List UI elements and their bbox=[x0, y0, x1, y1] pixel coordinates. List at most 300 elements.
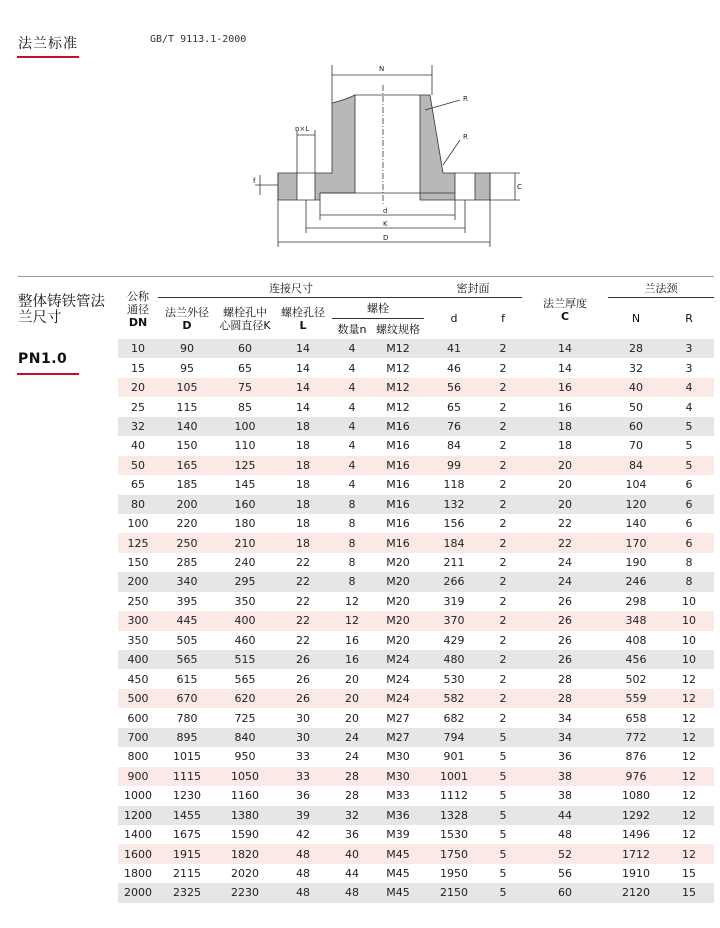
cell-seal-d: 56 bbox=[424, 378, 484, 397]
cell-neck-n: 170 bbox=[608, 533, 664, 552]
cell-neck-n: 1292 bbox=[608, 806, 664, 825]
cell-pcd: 210 bbox=[216, 533, 274, 552]
cell-thickness: 26 bbox=[522, 650, 608, 669]
cell-pcd: 100 bbox=[216, 417, 274, 436]
cell-seal-d: 156 bbox=[424, 514, 484, 533]
table-body bbox=[118, 339, 714, 903]
cell-dn: 20 bbox=[118, 378, 158, 397]
cell-neck-n: 1080 bbox=[608, 786, 664, 805]
cell-bolt-thread: M20 bbox=[372, 611, 424, 630]
cell-neck-r: 12 bbox=[664, 669, 714, 688]
table-row bbox=[118, 728, 714, 747]
cell-hole: 30 bbox=[274, 708, 332, 727]
cell-outer-d: 615 bbox=[158, 669, 216, 688]
cell-pcd: 515 bbox=[216, 650, 274, 669]
cell-hole: 22 bbox=[274, 631, 332, 650]
cell-thickness: 56 bbox=[522, 864, 608, 883]
cell-outer-d: 1115 bbox=[158, 767, 216, 786]
cell-outer-d: 780 bbox=[158, 708, 216, 727]
section-title: 法兰标准 bbox=[18, 36, 78, 52]
cell-neck-n: 876 bbox=[608, 747, 664, 766]
cell-outer-d: 1675 bbox=[158, 825, 216, 844]
cell-dn: 150 bbox=[118, 553, 158, 572]
cell-neck-r: 3 bbox=[664, 358, 714, 377]
cell-outer-d: 505 bbox=[158, 631, 216, 650]
cell-bolt-qty: 12 bbox=[332, 592, 372, 611]
cell-seal-d: 1530 bbox=[424, 825, 484, 844]
cell-hole: 14 bbox=[274, 339, 332, 358]
cell-outer-d: 90 bbox=[158, 339, 216, 358]
cell-seal-f: 5 bbox=[484, 844, 522, 863]
cell-bolt-thread: M16 bbox=[372, 514, 424, 533]
cell-pcd: 180 bbox=[216, 514, 274, 533]
cell-neck-r: 12 bbox=[664, 825, 714, 844]
cell-bolt-thread: M16 bbox=[372, 456, 424, 475]
cell-hole: 14 bbox=[274, 378, 332, 397]
cell-pcd: 1380 bbox=[216, 806, 274, 825]
cell-dn: 300 bbox=[118, 611, 158, 630]
col-neck-r-header: R bbox=[685, 312, 693, 325]
cell-neck-n: 70 bbox=[608, 436, 664, 455]
cell-seal-f: 2 bbox=[484, 436, 522, 455]
cell-dn: 250 bbox=[118, 592, 158, 611]
cell-dn: 1200 bbox=[118, 806, 158, 825]
cell-neck-n: 190 bbox=[608, 553, 664, 572]
cell-seal-f: 2 bbox=[484, 358, 522, 377]
cell-seal-d: 319 bbox=[424, 592, 484, 611]
cell-pcd: 400 bbox=[216, 611, 274, 630]
cell-seal-d: 99 bbox=[424, 456, 484, 475]
cell-hole: 33 bbox=[274, 767, 332, 786]
col-seal-d-header: d bbox=[450, 312, 458, 325]
cell-bolt-qty: 12 bbox=[332, 611, 372, 630]
cell-bolt-thread: M12 bbox=[372, 339, 424, 358]
group-bolt: 螺栓 bbox=[332, 298, 424, 319]
cell-neck-r: 10 bbox=[664, 631, 714, 650]
cell-seal-d: 1001 bbox=[424, 767, 484, 786]
cell-outer-d: 445 bbox=[158, 611, 216, 630]
cell-bolt-qty: 4 bbox=[332, 475, 372, 494]
col-hole-header: 螺栓孔径 L bbox=[281, 305, 325, 332]
cell-thickness: 26 bbox=[522, 631, 608, 650]
cell-hole: 33 bbox=[274, 747, 332, 766]
cell-neck-r: 12 bbox=[664, 806, 714, 825]
cell-thickness: 44 bbox=[522, 806, 608, 825]
cell-seal-f: 5 bbox=[484, 747, 522, 766]
cell-outer-d: 105 bbox=[158, 378, 216, 397]
cell-neck-r: 10 bbox=[664, 592, 714, 611]
cell-seal-d: 211 bbox=[424, 553, 484, 572]
dim-f: f bbox=[253, 177, 256, 185]
table-row bbox=[118, 631, 714, 650]
cell-bolt-thread: M30 bbox=[372, 747, 424, 766]
cell-hole: 42 bbox=[274, 825, 332, 844]
cell-dn: 15 bbox=[118, 358, 158, 377]
cell-bolt-thread: M16 bbox=[372, 436, 424, 455]
cell-seal-d: 682 bbox=[424, 708, 484, 727]
cell-seal-d: 41 bbox=[424, 339, 484, 358]
cell-pcd: 1590 bbox=[216, 825, 274, 844]
col-seal-f-header: f bbox=[501, 312, 505, 325]
cell-thickness: 18 bbox=[522, 436, 608, 455]
cell-seal-d: 1950 bbox=[424, 864, 484, 883]
cell-seal-f: 2 bbox=[484, 533, 522, 552]
cell-pcd: 565 bbox=[216, 669, 274, 688]
standard-code: GB/T 9113.1-2000 bbox=[150, 34, 247, 45]
col-pcd-header: 螺栓孔中 心圆直径K bbox=[219, 305, 271, 332]
cell-neck-n: 772 bbox=[608, 728, 664, 747]
cell-seal-f: 2 bbox=[484, 689, 522, 708]
cell-pcd: 950 bbox=[216, 747, 274, 766]
cell-bolt-thread: M20 bbox=[372, 572, 424, 591]
cell-bolt-qty: 24 bbox=[332, 728, 372, 747]
cell-seal-f: 2 bbox=[484, 708, 522, 727]
cell-hole: 22 bbox=[274, 553, 332, 572]
cell-pcd: 840 bbox=[216, 728, 274, 747]
cell-neck-n: 976 bbox=[608, 767, 664, 786]
cell-neck-r: 5 bbox=[664, 456, 714, 475]
cell-bolt-qty: 48 bbox=[332, 883, 372, 902]
cell-neck-r: 12 bbox=[664, 708, 714, 727]
cell-pcd: 160 bbox=[216, 495, 274, 514]
cell-thickness: 28 bbox=[522, 689, 608, 708]
cell-outer-d: 670 bbox=[158, 689, 216, 708]
cell-seal-f: 2 bbox=[484, 417, 522, 436]
cell-thickness: 52 bbox=[522, 844, 608, 863]
pressure-underline bbox=[17, 373, 79, 375]
cell-bolt-thread: M27 bbox=[372, 728, 424, 747]
cell-hole: 48 bbox=[274, 883, 332, 902]
cell-bolt-qty: 4 bbox=[332, 436, 372, 455]
cell-outer-d: 200 bbox=[158, 495, 216, 514]
cell-outer-d: 395 bbox=[158, 592, 216, 611]
cell-pcd: 460 bbox=[216, 631, 274, 650]
cell-outer-d: 220 bbox=[158, 514, 216, 533]
table-row bbox=[118, 689, 714, 708]
cell-bolt-qty: 36 bbox=[332, 825, 372, 844]
cell-outer-d: 2325 bbox=[158, 883, 216, 902]
cell-thickness: 38 bbox=[522, 767, 608, 786]
dim-n: N bbox=[379, 65, 385, 73]
cell-seal-d: 429 bbox=[424, 631, 484, 650]
cell-seal-f: 2 bbox=[484, 572, 522, 591]
cell-pcd: 2230 bbox=[216, 883, 274, 902]
cell-hole: 26 bbox=[274, 669, 332, 688]
cell-seal-d: 76 bbox=[424, 417, 484, 436]
cell-neck-r: 12 bbox=[664, 747, 714, 766]
col-thickness-header: 法兰厚度 C bbox=[543, 296, 588, 323]
cell-bolt-thread: M12 bbox=[372, 397, 424, 416]
cell-bolt-qty: 28 bbox=[332, 767, 372, 786]
cell-dn: 65 bbox=[118, 475, 158, 494]
cell-dn: 900 bbox=[118, 767, 158, 786]
cell-dn: 200 bbox=[118, 572, 158, 591]
cell-seal-d: 266 bbox=[424, 572, 484, 591]
cell-pcd: 1050 bbox=[216, 767, 274, 786]
cell-pcd: 1820 bbox=[216, 844, 274, 863]
cell-bolt-qty: 32 bbox=[332, 806, 372, 825]
cell-bolt-qty: 4 bbox=[332, 378, 372, 397]
cell-bolt-qty: 20 bbox=[332, 669, 372, 688]
cell-neck-n: 1496 bbox=[608, 825, 664, 844]
cell-hole: 18 bbox=[274, 475, 332, 494]
cell-neck-r: 12 bbox=[664, 689, 714, 708]
cell-seal-d: 2150 bbox=[424, 883, 484, 902]
cell-seal-d: 46 bbox=[424, 358, 484, 377]
cell-dn: 50 bbox=[118, 456, 158, 475]
cell-dn: 1400 bbox=[118, 825, 158, 844]
cell-neck-r: 10 bbox=[664, 611, 714, 630]
cell-bolt-thread: M24 bbox=[372, 650, 424, 669]
cell-bolt-thread: M16 bbox=[372, 495, 424, 514]
cell-neck-n: 60 bbox=[608, 417, 664, 436]
cell-thickness: 28 bbox=[522, 669, 608, 688]
group-neck: 兰法颈 bbox=[608, 280, 714, 298]
cell-thickness: 20 bbox=[522, 475, 608, 494]
cell-bolt-qty: 20 bbox=[332, 708, 372, 727]
table-row bbox=[118, 397, 714, 416]
table-row bbox=[118, 708, 714, 727]
cell-dn: 100 bbox=[118, 514, 158, 533]
cell-pcd: 295 bbox=[216, 572, 274, 591]
cell-hole: 36 bbox=[274, 786, 332, 805]
cell-pcd: 1160 bbox=[216, 786, 274, 805]
cell-pcd: 85 bbox=[216, 397, 274, 416]
cell-bolt-thread: M27 bbox=[372, 708, 424, 727]
cell-seal-f: 2 bbox=[484, 495, 522, 514]
cell-bolt-qty: 8 bbox=[332, 495, 372, 514]
cell-bolt-thread: M20 bbox=[372, 553, 424, 572]
table-row bbox=[118, 553, 714, 572]
table-row bbox=[118, 378, 714, 397]
cell-dn: 2000 bbox=[118, 883, 158, 902]
title-underline bbox=[17, 56, 79, 58]
cell-bolt-qty: 16 bbox=[332, 650, 372, 669]
cell-neck-r: 6 bbox=[664, 495, 714, 514]
cell-hole: 48 bbox=[274, 844, 332, 863]
cell-hole: 26 bbox=[274, 650, 332, 669]
table-row bbox=[118, 495, 714, 514]
cell-neck-r: 4 bbox=[664, 397, 714, 416]
cell-seal-d: 184 bbox=[424, 533, 484, 552]
cell-neck-r: 8 bbox=[664, 553, 714, 572]
table-row bbox=[118, 650, 714, 669]
cell-bolt-qty: 8 bbox=[332, 553, 372, 572]
table-row bbox=[118, 864, 714, 883]
cell-bolt-thread: M36 bbox=[372, 806, 424, 825]
cell-thickness: 24 bbox=[522, 572, 608, 591]
cell-neck-r: 12 bbox=[664, 767, 714, 786]
cell-neck-n: 559 bbox=[608, 689, 664, 708]
cell-outer-d: 95 bbox=[158, 358, 216, 377]
cell-pcd: 2020 bbox=[216, 864, 274, 883]
cell-pcd: 125 bbox=[216, 456, 274, 475]
cell-dn: 1600 bbox=[118, 844, 158, 863]
cell-neck-r: 12 bbox=[664, 786, 714, 805]
table-row bbox=[118, 475, 714, 494]
cell-seal-d: 530 bbox=[424, 669, 484, 688]
cell-bolt-thread: M12 bbox=[372, 378, 424, 397]
cell-outer-d: 1455 bbox=[158, 806, 216, 825]
cell-dn: 125 bbox=[118, 533, 158, 552]
cell-seal-d: 1112 bbox=[424, 786, 484, 805]
cell-neck-r: 6 bbox=[664, 533, 714, 552]
cell-neck-r: 10 bbox=[664, 650, 714, 669]
cell-thickness: 20 bbox=[522, 456, 608, 475]
cell-thickness: 34 bbox=[522, 708, 608, 727]
table-row bbox=[118, 767, 714, 786]
cell-pcd: 620 bbox=[216, 689, 274, 708]
cell-thickness: 34 bbox=[522, 728, 608, 747]
cell-hole: 18 bbox=[274, 456, 332, 475]
cell-seal-f: 5 bbox=[484, 728, 522, 747]
table-top-rule bbox=[18, 276, 714, 277]
cell-bolt-qty: 4 bbox=[332, 456, 372, 475]
cell-seal-f: 2 bbox=[484, 397, 522, 416]
col-bolt-thread-header: 螺纹规格 bbox=[376, 322, 420, 336]
flange-dimension-table bbox=[118, 280, 714, 903]
cell-thickness: 20 bbox=[522, 495, 608, 514]
cell-seal-d: 794 bbox=[424, 728, 484, 747]
cell-neck-n: 50 bbox=[608, 397, 664, 416]
cell-seal-d: 65 bbox=[424, 397, 484, 416]
cell-dn: 1000 bbox=[118, 786, 158, 805]
col-bolt-qty-header: 数量n bbox=[337, 322, 367, 336]
cell-neck-n: 104 bbox=[608, 475, 664, 494]
cell-seal-f: 5 bbox=[484, 786, 522, 805]
cell-dn: 32 bbox=[118, 417, 158, 436]
cell-outer-d: 340 bbox=[158, 572, 216, 591]
cell-pcd: 725 bbox=[216, 708, 274, 727]
cell-seal-d: 370 bbox=[424, 611, 484, 630]
cell-seal-f: 5 bbox=[484, 825, 522, 844]
cell-pcd: 65 bbox=[216, 358, 274, 377]
cell-seal-f: 2 bbox=[484, 611, 522, 630]
table-row bbox=[118, 806, 714, 825]
table-row bbox=[118, 883, 714, 902]
cell-bolt-qty: 40 bbox=[332, 844, 372, 863]
cell-pcd: 145 bbox=[216, 475, 274, 494]
cell-bolt-thread: M30 bbox=[372, 767, 424, 786]
cell-bolt-qty: 4 bbox=[332, 358, 372, 377]
cell-bolt-thread: M45 bbox=[372, 883, 424, 902]
col-outer-d-header: 法兰外径 D bbox=[165, 305, 209, 332]
cell-hole: 14 bbox=[274, 358, 332, 377]
table-row bbox=[118, 514, 714, 533]
pressure-class: PN1.0 bbox=[18, 351, 68, 367]
cell-neck-n: 1712 bbox=[608, 844, 664, 863]
cell-bolt-qty: 4 bbox=[332, 417, 372, 436]
dim-nl: n×L bbox=[295, 125, 310, 133]
group-sealing: 密封面 bbox=[424, 280, 522, 298]
cell-bolt-thread: M20 bbox=[372, 592, 424, 611]
cell-seal-f: 2 bbox=[484, 553, 522, 572]
table-row bbox=[118, 611, 714, 630]
cell-thickness: 16 bbox=[522, 378, 608, 397]
cell-outer-d: 115 bbox=[158, 397, 216, 416]
cell-dn: 80 bbox=[118, 495, 158, 514]
cell-seal-f: 5 bbox=[484, 767, 522, 786]
cell-thickness: 24 bbox=[522, 553, 608, 572]
cell-thickness: 38 bbox=[522, 786, 608, 805]
cell-outer-d: 895 bbox=[158, 728, 216, 747]
cell-dn: 10 bbox=[118, 339, 158, 358]
cell-thickness: 36 bbox=[522, 747, 608, 766]
cell-thickness: 22 bbox=[522, 514, 608, 533]
cell-bolt-thread: M24 bbox=[372, 689, 424, 708]
cell-neck-n: 246 bbox=[608, 572, 664, 591]
cell-seal-d: 84 bbox=[424, 436, 484, 455]
cell-seal-f: 5 bbox=[484, 883, 522, 902]
dim-r-top: R bbox=[463, 95, 468, 103]
cell-neck-n: 1910 bbox=[608, 864, 664, 883]
cell-neck-n: 120 bbox=[608, 495, 664, 514]
cell-neck-n: 456 bbox=[608, 650, 664, 669]
cell-hole: 48 bbox=[274, 864, 332, 883]
cell-dn: 800 bbox=[118, 747, 158, 766]
cell-pcd: 60 bbox=[216, 339, 274, 358]
dim-k: K bbox=[383, 220, 388, 228]
table-row bbox=[118, 533, 714, 552]
cell-bolt-qty: 4 bbox=[332, 339, 372, 358]
table-row bbox=[118, 339, 714, 358]
cell-neck-r: 15 bbox=[664, 864, 714, 883]
cell-bolt-qty: 20 bbox=[332, 689, 372, 708]
table-row bbox=[118, 669, 714, 688]
table-row bbox=[118, 572, 714, 591]
cell-neck-r: 12 bbox=[664, 728, 714, 747]
cell-pcd: 75 bbox=[216, 378, 274, 397]
cell-neck-n: 2120 bbox=[608, 883, 664, 902]
cell-seal-f: 5 bbox=[484, 806, 522, 825]
cell-neck-n: 348 bbox=[608, 611, 664, 630]
cell-neck-n: 28 bbox=[608, 339, 664, 358]
cell-neck-r: 5 bbox=[664, 436, 714, 455]
cell-neck-r: 6 bbox=[664, 514, 714, 533]
cell-bolt-qty: 44 bbox=[332, 864, 372, 883]
cell-neck-r: 4 bbox=[664, 378, 714, 397]
cell-dn: 350 bbox=[118, 631, 158, 650]
cell-bolt-qty: 8 bbox=[332, 514, 372, 533]
cell-thickness: 14 bbox=[522, 339, 608, 358]
cell-seal-f: 2 bbox=[484, 592, 522, 611]
cell-seal-d: 901 bbox=[424, 747, 484, 766]
cell-neck-n: 40 bbox=[608, 378, 664, 397]
cell-neck-r: 12 bbox=[664, 844, 714, 863]
cell-dn: 600 bbox=[118, 708, 158, 727]
dim-d: d bbox=[383, 207, 388, 215]
cell-bolt-thread: M33 bbox=[372, 786, 424, 805]
cell-seal-f: 2 bbox=[484, 378, 522, 397]
cell-thickness: 26 bbox=[522, 592, 608, 611]
cell-dn: 40 bbox=[118, 436, 158, 455]
cell-hole: 18 bbox=[274, 436, 332, 455]
table-row bbox=[118, 436, 714, 455]
cell-bolt-qty: 28 bbox=[332, 786, 372, 805]
table-row bbox=[118, 358, 714, 377]
cell-pcd: 350 bbox=[216, 592, 274, 611]
cell-bolt-qty: 4 bbox=[332, 397, 372, 416]
cell-hole: 39 bbox=[274, 806, 332, 825]
table-row bbox=[118, 786, 714, 805]
cell-bolt-thread: M16 bbox=[372, 533, 424, 552]
cell-bolt-qty: 24 bbox=[332, 747, 372, 766]
cell-outer-d: 1915 bbox=[158, 844, 216, 863]
table-row bbox=[118, 747, 714, 766]
cell-hole: 18 bbox=[274, 514, 332, 533]
cell-bolt-thread: M16 bbox=[372, 417, 424, 436]
dim-dd: D bbox=[383, 234, 389, 242]
